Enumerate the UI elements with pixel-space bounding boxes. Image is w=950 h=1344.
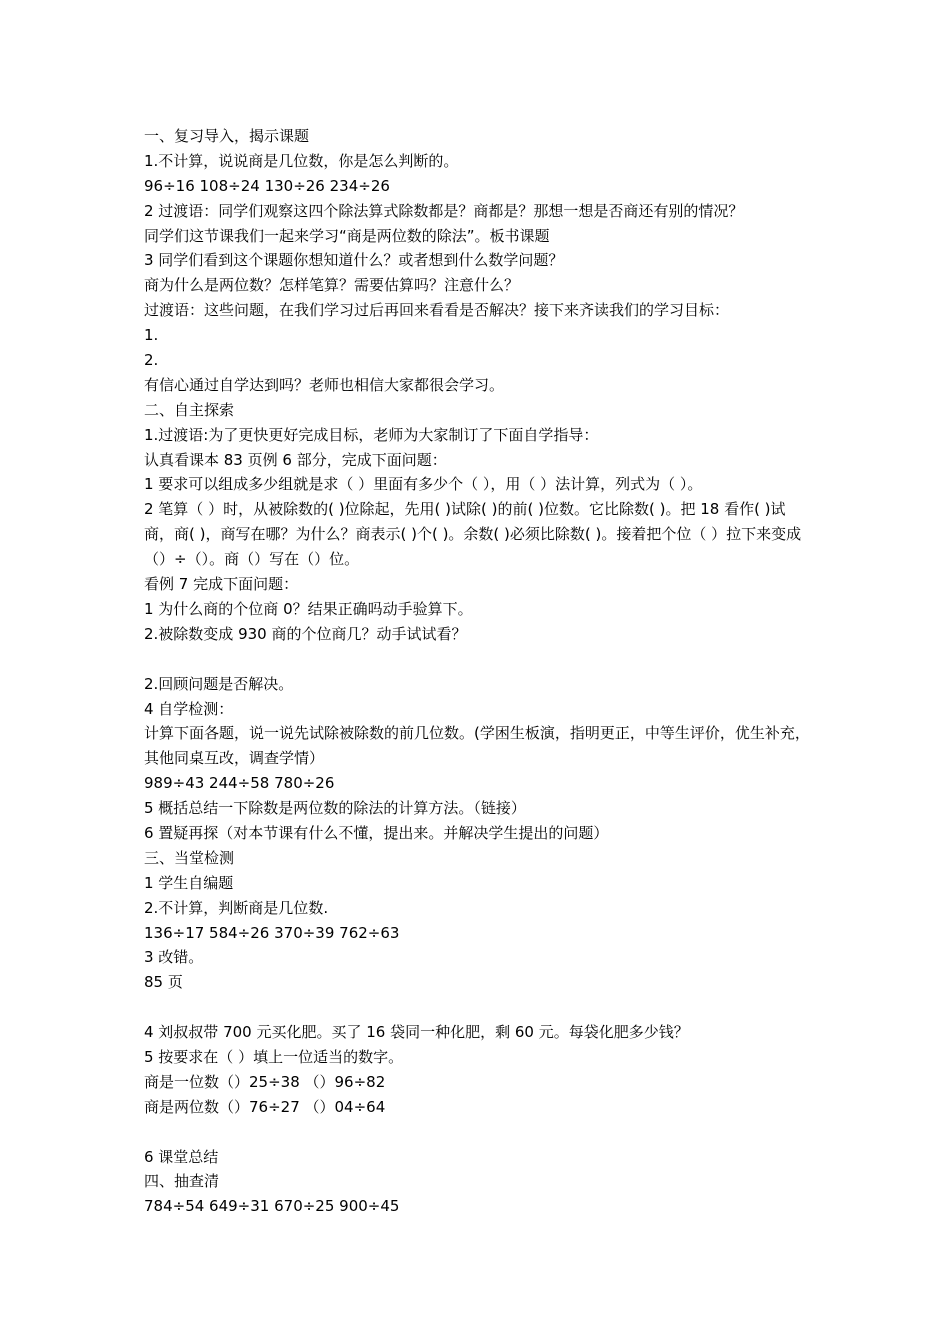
expression-line: 96÷16 108÷24 130÷26 234÷26 — [144, 176, 390, 195]
page-reference: 85 页 — [144, 973, 183, 992]
text-line: 5 概括总结一下除数是两位数的除法的计算方法。（链接） — [144, 799, 526, 818]
text-line: 4 刘叔叔带 700 元买化肥。买了 16 袋同一种化肥，剩 60 元。每袋化肥多少钱？ — [144, 1023, 689, 1042]
text-line: 看例 7 完成下面问题： — [144, 575, 299, 594]
text-line: 1.过渡语:为了更快更好完成目标，老师为大家制订了下面自学指导： — [144, 425, 599, 444]
text-paragraph: 2 笔算（ ）时，从被除数的( )位除起，先用( )试除( )的前( )位数。它比除数( )。把 18 看作( )试商，商( )，商写在哪？为什么？商表示( )个( )。余数( )必须比除数( )。接着把个位（ ）拉下来变成（）÷（）。商（）写在（）位。 — [144, 500, 802, 569]
section-heading-check: 三、当堂检测 — [144, 848, 235, 867]
text-line: 3 同学们看到这个课题你想知道什么？或者想到什么数学问题？ — [144, 251, 564, 270]
text-line: 1 为什么商的个位商 0？结果正确吗动手验算下。 — [144, 599, 473, 618]
question-line: 1.不计算，说说商是几位数，你是怎么判断的。 — [144, 151, 459, 170]
text-line: 6 置疑再探（对本节课有什么不懂，提出来。并解决学生提出的问题） — [144, 824, 609, 843]
text-line: 认真看课本 83 页例 6 部分，完成下面问题： — [144, 450, 447, 469]
expression-line: 商是两位数（）76÷27 （）04÷64 — [144, 1097, 386, 1116]
blank-line — [144, 1120, 812, 1145]
expression-line: 989÷43 244÷58 780÷26 — [144, 774, 335, 793]
text-line: 2 过渡语：同学们观察这四个除法算式除数都是？商都是？那想一想是否商还有别的情况？ — [144, 201, 744, 220]
text-line: 2.被除数变成 930 商的个位商几？动手试试看？ — [144, 624, 467, 643]
text-line: 5 按要求在（ ）填上一位适当的数字。 — [144, 1048, 404, 1067]
section-heading-explore: 二、自主探索 — [144, 400, 235, 419]
text-line: 6 课堂总结 — [144, 1147, 219, 1166]
expression-line: 商是一位数（）25÷38 （）96÷82 — [144, 1072, 386, 1091]
text-paragraph: 计算下面各题，说一说先试除被除数的前几位数。(学困生板演，指明更正，中等生评价，优生补充，其他同桌互改，调查学情） — [144, 724, 810, 768]
text-line: 1 要求可以组成多少组就是求（ ）里面有多少个（ ），用（ ）法计算，列式为（ ）。 — [144, 475, 703, 494]
section-heading-review: 一、复习导入，揭示课题 — [144, 127, 310, 145]
text-line: 同学们这节课我们一起来学习“商是两位数的除法”。板书课题 — [144, 226, 550, 245]
document-body — [144, 124, 812, 1219]
goal-item: 2. — [144, 351, 159, 370]
blank-line — [144, 995, 812, 1020]
text-line: 2.不计算，判断商是几位数. — [144, 898, 329, 917]
blank-line — [144, 647, 812, 672]
text-line: 有信心通过自学达到吗？老师也相信大家都很会学习。 — [144, 375, 505, 394]
text-line: 4 自学检测： — [144, 699, 234, 718]
section-heading-spotcheck: 四、抽查清 — [144, 1172, 220, 1191]
expression-line: 784÷54 649÷31 670÷25 900÷45 — [144, 1197, 400, 1216]
text-line: 2.回顾问题是否解决。 — [144, 674, 294, 693]
goal-item: 1. — [144, 326, 159, 345]
text-line: 1 学生自编题 — [144, 873, 234, 892]
text-line: 过渡语：这些问题，在我们学习过后再回来看看是否解决？接下来齐读我们的学习目标： — [144, 301, 730, 320]
text-line: 商为什么是两位数？怎样笔算？需要估算吗？注意什么？ — [144, 276, 520, 295]
text-line: 3 改错。 — [144, 948, 204, 967]
expression-line: 136÷17 584÷26 370÷39 762÷63 — [144, 923, 400, 942]
